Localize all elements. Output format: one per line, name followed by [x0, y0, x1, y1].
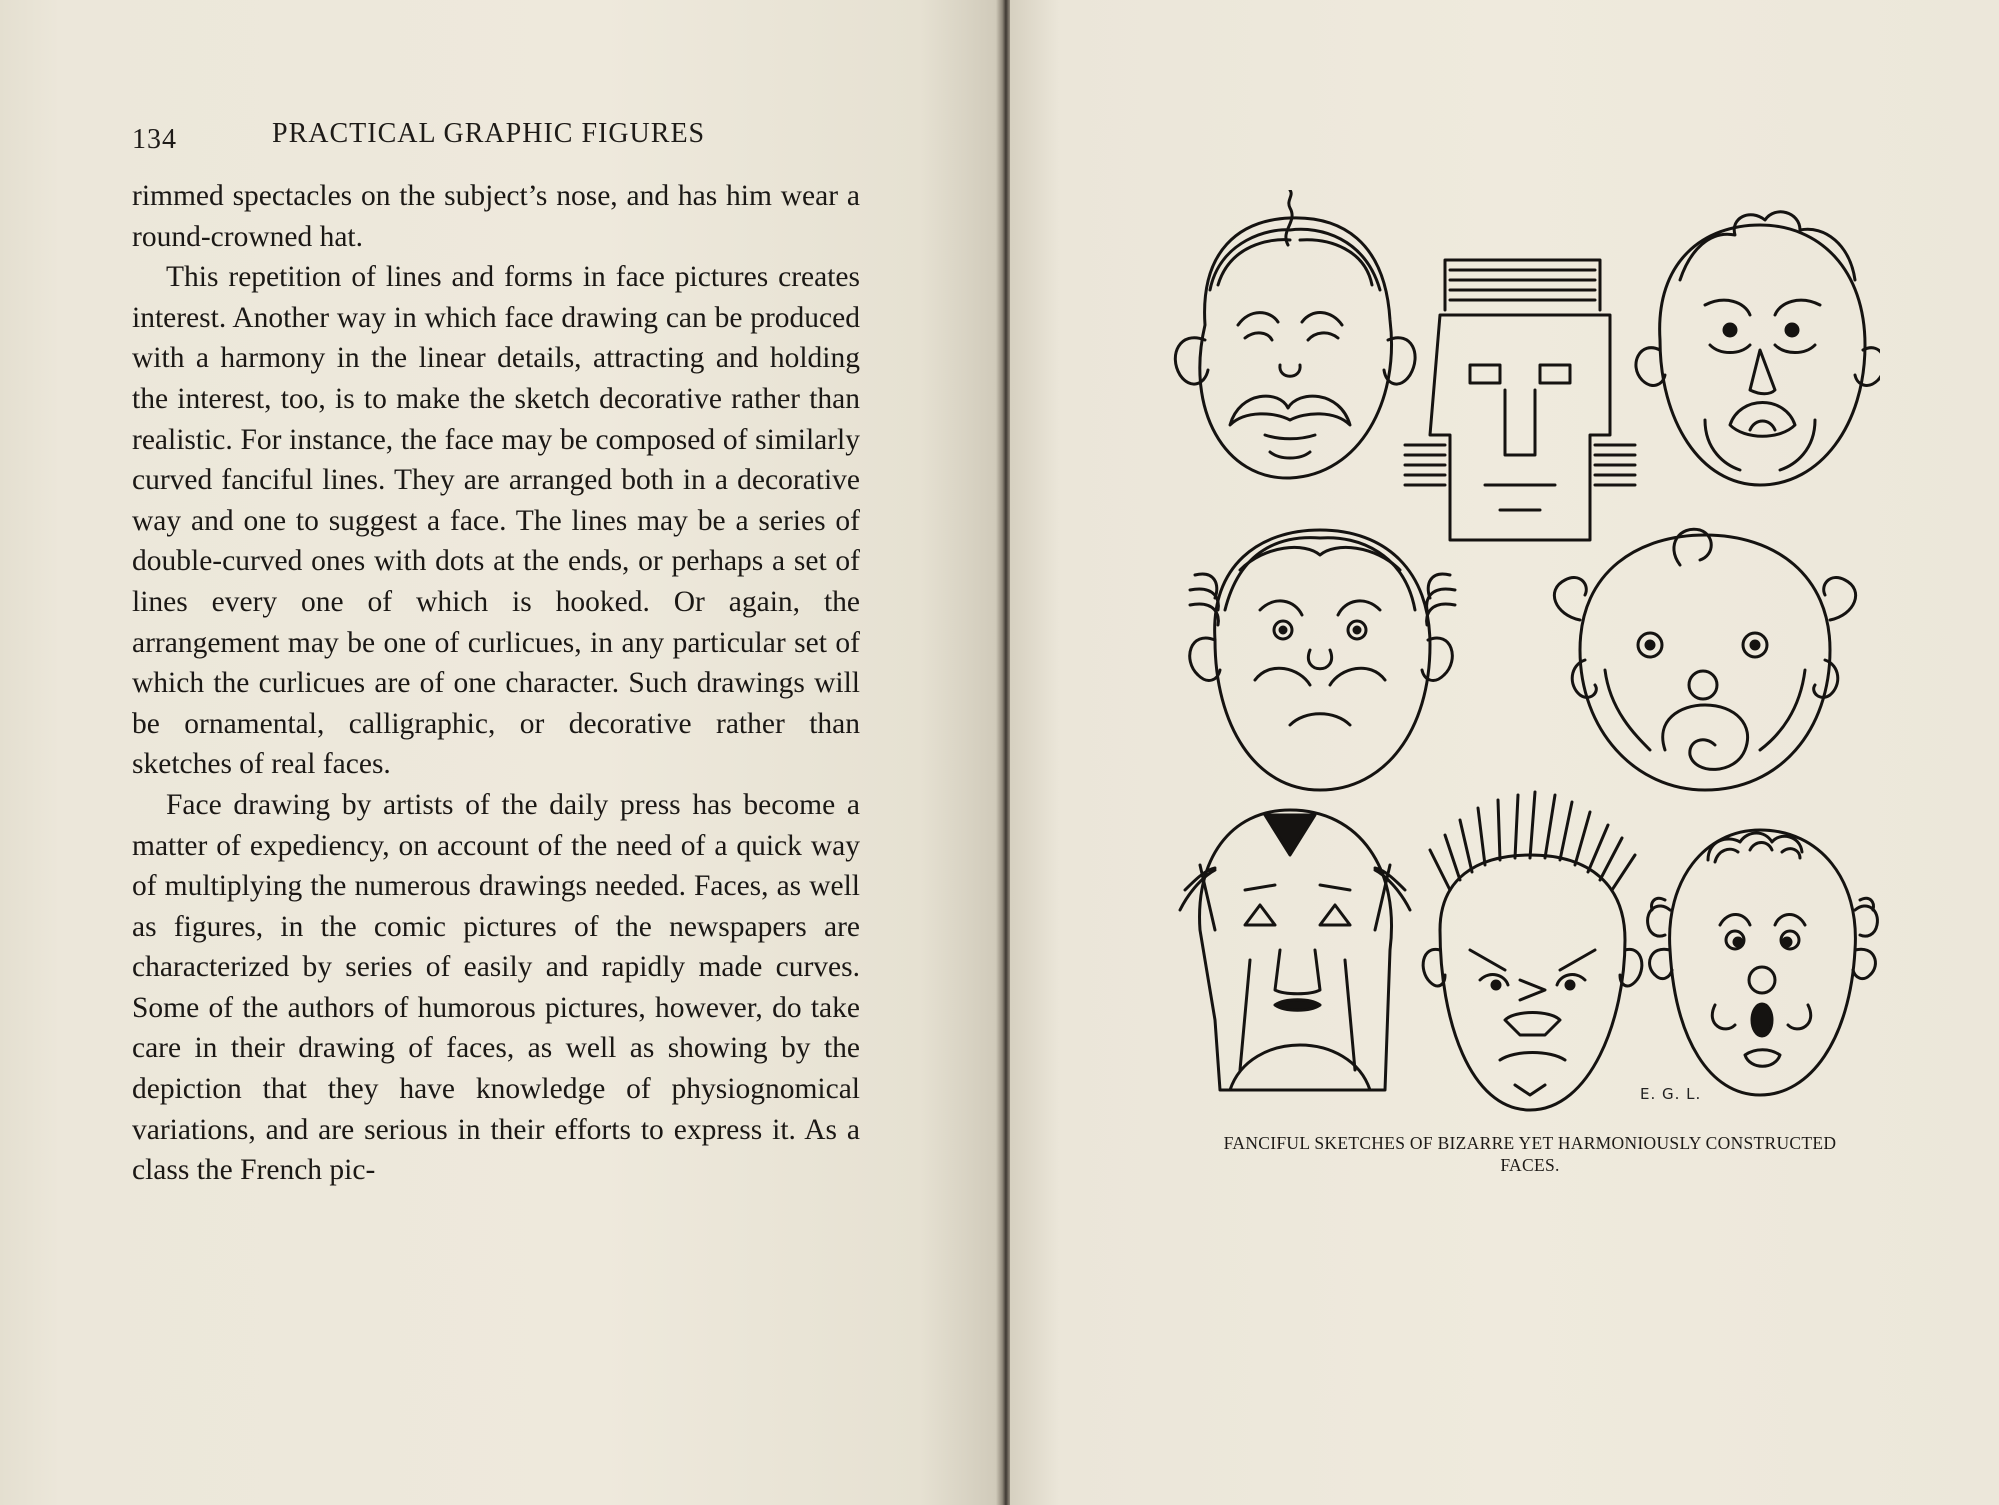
- face-sketch-spiky: [1423, 792, 1642, 1110]
- face-sketch-angular: [1180, 810, 1410, 1090]
- caption-line-1: FANCIFUL SKETCHES OF BIZARRE YET HARMONIOUSLY CONSTRUCTED: [1223, 1133, 1837, 1153]
- face-sketch-curlicue: [1554, 529, 1855, 790]
- face-sketch-surprised: [1648, 830, 1878, 1095]
- paragraph-1: rimmed spectacles on the subject’s nose, and has him wear a round-crowned hat.: [132, 180, 860, 253]
- paragraph-2: This repetition of lines and forms in face pictures creates interest. Another way in which face drawing can be produced with a harmony in the linear details, attracting and holding the interest, too, is to make the sketch decorative rather than realistic. For instance, the face may be composed of similarly curved fanciful lines. They are arranged both in a decorative way and one to suggest a face. The lines may be a series of double-curved ones with dots at the ends, or perhaps a set of lines every one of which is hooked. Or again, the arrangement may be one of curlicues, in any particular set of which the curlicues are of one character. Such drawings will be ornamental, calligraphic, or decorative rather than sketches of real faces.: [132, 261, 860, 781]
- body-text: [132, 176, 860, 1191]
- page-number: 134: [132, 124, 177, 155]
- face-sketch-scowling: [1190, 530, 1455, 790]
- paragraph-3: Face drawing by artists of the daily press has become a matter of expediency, on account of the need of a quick way of multiplying the numerous drawings needed. Faces, as well as figures, in the comic pictures of the newspapers are characterized by series of easily and rapidly made curves. Some of the authors of humorous pictures, however, do take care in their drawing of faces, as well as showing by the depiction that they have knowledge of physiognomical variations, and are serious in their efforts to express it. As a class the French pic-: [132, 788, 860, 1187]
- face-sketch-mustache: [1175, 190, 1415, 478]
- faces-illustration: [1160, 190, 1880, 1120]
- running-head-title: PRACTICAL GRAPHIC FIGURES: [272, 118, 706, 149]
- caption-line-2: FACES.: [1500, 1155, 1560, 1175]
- face-sketch-frowning: [1636, 212, 1880, 485]
- artist-signature: E. G. L.: [1640, 1085, 1702, 1103]
- figure-caption: [1150, 1132, 1910, 1176]
- face-sketch-blocky: [1405, 260, 1635, 540]
